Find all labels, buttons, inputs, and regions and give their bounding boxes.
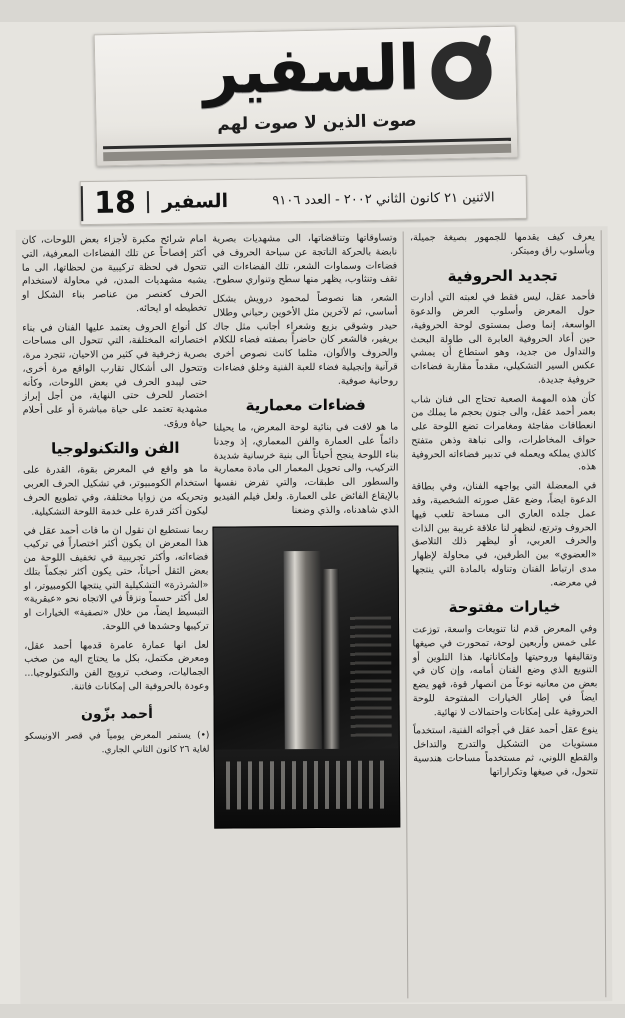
paragraph: يعرف كيف يقدمها للجمهور بصيغة جميلة، وبأسلوب راق ومبتكر. — [410, 231, 595, 257]
paragraph: ما هو واقع في المعرض بقوة، القدرة على استخدام الكومبيوتر، في تشكيل الحرف العربي وتحريكه من زوايا مختلفة، وفي تطويع الحرف ليكون أكثر قدرة على خدمة اللوحة التشكيلية. — [23, 464, 209, 518]
paper-name-small: السفير — [147, 190, 241, 213]
paragraph: وفي المعرض قدم لنا تنويعات واسعة، توزعت على خمس وأربعين لوحة، تمحورت في صيغها وتقاليفها وروحيتها وإمكاناتها، هذا التلوين أو التنويع الذي وضع الفنان أمامه، وإن كان في بعض من معانيه نوعاً من انصهار قوة، فهو يضع ايضاً في إطار الخيارات المفتوحة للوحة الحروفية على إمكانات واحتمالات لا نهائية. — [412, 623, 598, 718]
paragraph: كل أنواع الحروف يعتمد عليها الفنان في بناء اختصاراته المختلفة، التي تتحول الى مساحات بصرية زخرفية في كثير من الاحيان، تتجرد مرة، وتتحول الى أشكال تقارب الواقع مرة أخرى، حتى ليبدو الحرف في بعض اللوحات، وكأنه اختصار للحرف حتى النهاية، من أجل إبراز مشهدية تعتمد على حياة مباشرة أو على أحلام حياة ورؤى. — [22, 321, 208, 429]
photo-border-line — [215, 826, 400, 828]
paragraph: ربما نستطيع ان نقول ان ما فات أحمد عقل في هذا المعرض ان يكون أكثر اختصاراً في تركيب فضاءاته، وأكثر تجريبية في تخفيف اللوحة من بعض الثقل أحياناً، حتى يكون أكثر تجكماً بتلك «الشرذرة» التشكيلية التي ينتجها الكومبيوتر، او لعل أكثر حسماً ونزقاً في الاتجاه نحو «عبقرية» التبسيط ايضاً، من خلال «تصفية» الخيارات او تركيبها وحشدها في اللوحة. — [23, 524, 209, 633]
calligraphy-texture-bottom — [226, 760, 389, 809]
paper-title: السفير — [202, 30, 421, 109]
page-bottom-edge — [0, 1004, 625, 1018]
section-heading-open-choices: خيارات مفتوحة — [448, 597, 561, 617]
page-info-bar — [80, 175, 528, 225]
issue-date: الاثنين ٢١ كانون الثاني ٢٠٠٢ - العدد ٩١٠٦ — [272, 189, 495, 208]
calligraphy-texture-right — [350, 616, 391, 736]
paragraph: الشعر، هنا نصوصاً لمحمود درويش بشكل أساسي، ثم لآخرين مثل الأخوين رحباني وطلال حيدر وشوقي بزيع وشعراء أجانب مثل جاك بريفير، فالشعر كان حاضراً بصفته فضاء للكلام والحروف والألوان، مثلما كانت نصوص أخرى قرآنية وإنجيلية فضاء للعبة الفنية وخلق فضاءات روحانية صوفية. — [212, 292, 398, 387]
section-heading-architecture: فضاءات معمارية — [245, 396, 366, 415]
exhibition-footnote: (•) يستمر المعرض يومياً في قصر الاونيسكو لغاية ٢٦ كانون الثاني الجاري. — [24, 730, 210, 755]
tower-form-main — [283, 550, 321, 766]
paragraph: فأحمد عقل، ليس فقط في لعبته التي أدارت حول المعرض وأسلوب العرض والدعوة الواسعة، إنما وصل بمستوى لوحة الحروفية، حين أعاد الحروفية العابرة الى طاولة البحث والتداول من جديد، وهو استطاع أن يمشي عكس السير التشكيلي، مقدماً مقاربة فضاءات حروفية جديدة. — [410, 291, 596, 386]
paragraph: في المعضلة التي يواجهه الفنان، وفي بطاقة الدعوة ايضاً، وضع عقل صورته الشخصية، وقد عمل جلده العاري الى مساحة تلعب فيها الحروف وترتع، لنظهر لنا علاقة غريبة بين الذات والحرف العربي، أو ليظهر ذلك التلاصق «العضوي» بين الطرفين، في محاولة لإظهار مدى ارتباط الفنان وتناوله بالمادة التي ينتجها في معرضه. — [411, 480, 597, 589]
section-heading-renewal: تجديد الحروفية — [447, 266, 558, 285]
artwork-photo — [212, 525, 401, 828]
paragraph: كأن هذه المهمة الصعبة تحتاج الى فنان شاب بعمر أحمد عقل، والى جنون بحجم ما يملك من انعطافات مفاجئة ومغامرات تضع اللوحة على حواف المخاطرات، والى نباهة وذهن متفتح كالذي يملكه ويعمله في تدبير فضاءاته الحروفية هذه. — [410, 392, 597, 473]
page-top-edge — [0, 0, 625, 22]
paragraph: لعل انها عمارة عامرة قدمها أحمد عقل، ومعرض مكتمل، بكل ما يحتاج اليه من صخب الجماليات، وصخب ترويج الفن والتكنولوجيا... وعودة بالحروفية الى إمكانات فاتنة. — [24, 639, 210, 693]
paragraph: ينوع عقل أحمد عقل في أجوائه الفنية، استخدماً مستويات من التشكيل والتدرج والتداخل والقطع اللوني، ثم مستخدماً مساحات هندسية تتحول، في صيغها وتكراراتها — [413, 724, 599, 778]
paragraph: امام شرائح مكبرة لأجزاء بعض اللوحات، كان أكثر إفصاحاً عن تلك الفضاءات المعرفية، التي تتحول في لحظة تركيبية من لحظاتها، الى ما يشبه مشهديات المدن، في محاولة لاستخدام الحرف كعنصر من عناصر بناء الشكل او تخطيطه او ايحائه. — [21, 233, 207, 314]
column-middle — [212, 231, 408, 999]
masthead — [94, 26, 519, 167]
tower-form-secondary — [322, 568, 340, 766]
author-signature: أحمد بزّون — [80, 705, 153, 723]
column-container — [16, 226, 613, 1005]
column-right — [22, 233, 211, 1001]
page-number: 18 — [81, 185, 147, 221]
paragraph: ما هو لافت في بنائية لوحة المعرض، ما يحيلنا دائماً على العمارة والفن المعماري، إذ وجدنا بناء اللوحة ينجح أحياناً الى بنية خرسانية شديدة التركيب، والى تحويل المعمار الى مادة معمارية والسطور الى طبقات، والتي تفرض نفسها بالإيقاع الفائض على العمارة. ولعل فيلم الفيديو الذي شاهدناه، والذي وضعنا — [213, 421, 399, 516]
safir-droplet-logo-icon — [431, 41, 492, 100]
paragraph: وتساوقاتها وتناقضاتها، الى مشهديات بصرية نابضة بالحركة الناتجة عن سباحة الحروف في فضاءات وسماوات الشعر، تلك الفضاءات التي تقف وتنثاوب، يظهر منها سطح وتنواري سطوح. — [212, 232, 398, 286]
column-left — [410, 230, 606, 998]
paper-slogan: صوت الذين لا صوت لهم — [217, 110, 417, 135]
section-heading-tech: الفن والتكنولوجيا — [51, 438, 180, 458]
article-body — [16, 226, 613, 1005]
